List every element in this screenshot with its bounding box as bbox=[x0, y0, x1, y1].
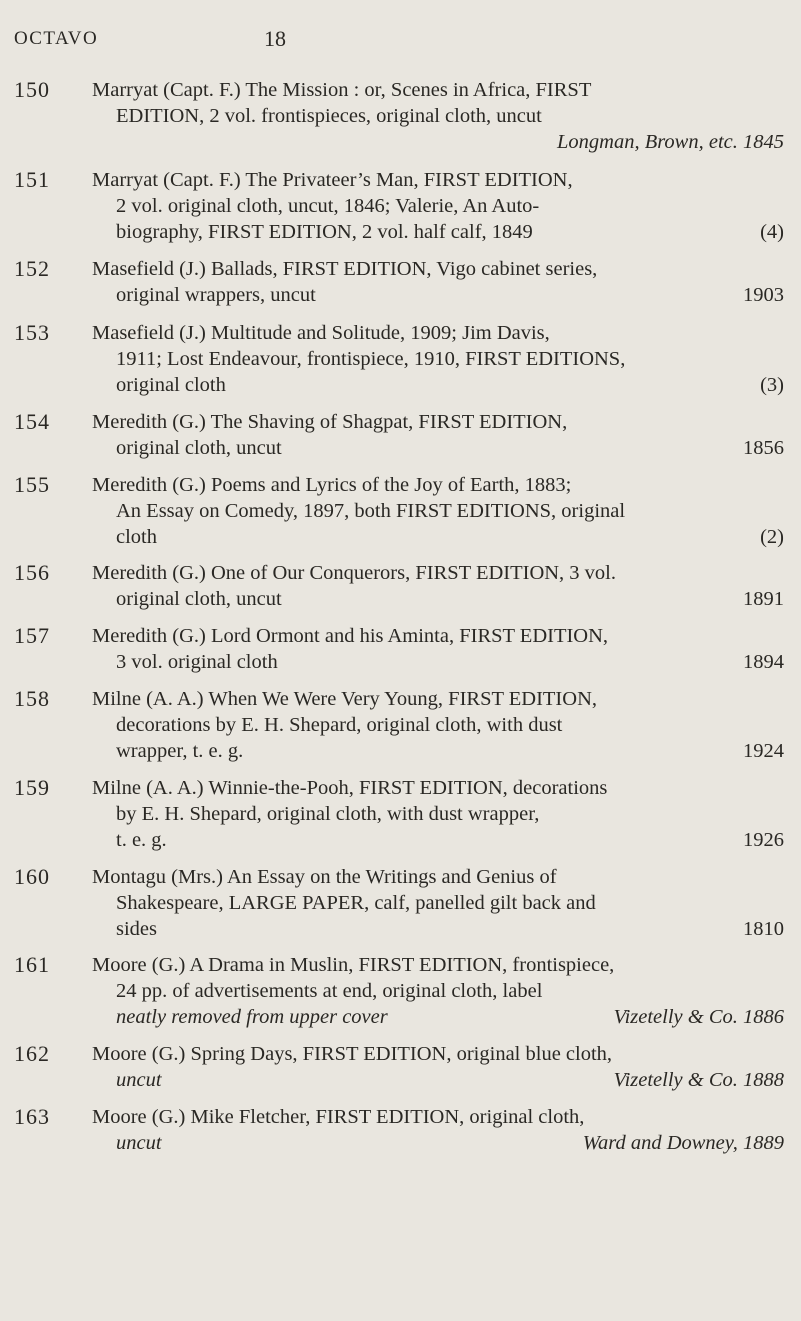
lot-entry bbox=[14, 686, 784, 764]
lot-text: uncut bbox=[116, 1132, 162, 1154]
lot-line: Masefield (J.) Multitude and Solitude, 1909; Jim Davis, bbox=[92, 322, 550, 344]
page-number: 18 bbox=[264, 26, 286, 51]
lot-description bbox=[92, 1104, 784, 1156]
lot-text: original cloth bbox=[116, 374, 226, 396]
lot-line: Marryat (Capt. F.) The Privateer’s Man, FIRST EDITION, bbox=[92, 169, 573, 191]
lot-line: Meredith (G.) The Shaving of Shagpat, FIRST EDITION, bbox=[92, 411, 568, 433]
lot-line: Meredith (G.) Lord Ormont and his Aminta, FIRST EDITION, bbox=[92, 625, 609, 647]
lot-number: 158 bbox=[14, 686, 50, 711]
lot-line: EDITION, 2 vol. frontispieces, original cloth, uncut bbox=[116, 105, 542, 127]
lot-description bbox=[92, 623, 784, 675]
lot-entry bbox=[14, 952, 784, 1030]
lot-number: 154 bbox=[14, 409, 50, 434]
lot-line bbox=[92, 586, 784, 612]
lot-entry bbox=[14, 560, 784, 612]
lot-imprint: Vizetelly & Co. 1888 bbox=[613, 1069, 784, 1091]
page-header bbox=[14, 28, 781, 58]
lot-number: 150 bbox=[14, 77, 50, 102]
lot-line: Montagu (Mrs.) An Essay on the Writings and Genius of bbox=[92, 866, 557, 888]
lot-line: decorations by E. H. Shepard, original cloth, with dust bbox=[116, 714, 563, 736]
lot-line bbox=[92, 282, 784, 308]
lot-description bbox=[92, 1041, 784, 1093]
lot-line: An Essay on Comedy, 1897, both FIRST EDITIONS, original bbox=[116, 500, 626, 522]
lot-date: 1856 bbox=[743, 437, 784, 459]
lot-line bbox=[92, 916, 784, 942]
lot-line: 24 pp. of advertisements at end, original cloth, label bbox=[116, 980, 543, 1002]
lot-description bbox=[92, 167, 784, 245]
lot-entry bbox=[14, 1041, 784, 1093]
lot-text: cloth bbox=[116, 526, 157, 548]
lot-line bbox=[92, 1004, 784, 1030]
lot-line: 1911; Lost Endeavour, frontispiece, 1910, FIRST EDITIONS, bbox=[116, 348, 626, 370]
lot-text: 3 vol. original cloth bbox=[116, 651, 278, 673]
lot-line bbox=[92, 524, 784, 550]
lot-date: (3) bbox=[760, 374, 784, 396]
lot-line: Meredith (G.) Poems and Lyrics of the Joy of Earth, 1883; bbox=[92, 474, 572, 496]
lot-line bbox=[92, 372, 784, 398]
section-title: OCTAVO bbox=[14, 28, 99, 49]
lot-line: Moore (G.) A Drama in Muslin, FIRST EDITION, frontispiece, bbox=[92, 954, 615, 976]
lot-line: by E. H. Shepard, original cloth, with dust wrapper, bbox=[116, 803, 540, 825]
lot-line bbox=[92, 219, 784, 245]
lot-description bbox=[92, 320, 784, 398]
lot-imprint: Longman, Brown, etc. 1845 bbox=[556, 131, 784, 153]
lot-line: Milne (A. A.) When We Were Very Young, FIRST EDITION, bbox=[92, 688, 597, 710]
lot-text: original cloth, uncut bbox=[116, 437, 282, 459]
lot-description bbox=[92, 686, 784, 764]
lot-number: 156 bbox=[14, 560, 50, 585]
lot-description bbox=[92, 864, 784, 942]
lot-line bbox=[92, 827, 784, 853]
lot-number: 163 bbox=[14, 1104, 50, 1129]
lot-line: Milne (A. A.) Winnie-the-Pooh, FIRST EDITION, decorations bbox=[92, 777, 608, 799]
lot-date: 1891 bbox=[743, 588, 784, 610]
lot-description bbox=[92, 560, 784, 612]
lot-line bbox=[92, 649, 784, 675]
lot-description bbox=[92, 409, 784, 461]
lot-entry bbox=[14, 864, 784, 942]
lot-entry bbox=[14, 167, 784, 245]
lot-line bbox=[92, 1067, 784, 1093]
lot-text: uncut bbox=[116, 1069, 162, 1091]
lot-number: 160 bbox=[14, 864, 50, 889]
lot-line: Meredith (G.) One of Our Conquerors, FIRST EDITION, 3 vol. bbox=[92, 562, 617, 584]
lot-number: 152 bbox=[14, 256, 50, 281]
lot-date: 1810 bbox=[743, 918, 784, 940]
lot-text: wrapper, t. e. g. bbox=[116, 740, 244, 762]
lot-entry bbox=[14, 1104, 784, 1156]
lot-entry bbox=[14, 409, 784, 461]
lot-line: Masefield (J.) Ballads, FIRST EDITION, Vigo cabinet series, bbox=[92, 258, 598, 280]
lot-description bbox=[92, 77, 784, 155]
lot-number: 161 bbox=[14, 952, 50, 977]
lot-line bbox=[92, 129, 784, 155]
lot-text: original cloth, uncut bbox=[116, 588, 282, 610]
lot-entry bbox=[14, 320, 784, 398]
lot-number: 155 bbox=[14, 472, 50, 497]
lot-description bbox=[92, 775, 784, 853]
lot-date: 1894 bbox=[743, 651, 784, 673]
lot-text: neatly removed from upper cover bbox=[116, 1006, 388, 1028]
lot-line bbox=[92, 738, 784, 764]
lot-line: Shakespeare, LARGE PAPER, calf, panelled gilt back and bbox=[116, 892, 596, 914]
lot-entry bbox=[14, 77, 784, 155]
lot-line: 2 vol. original cloth, uncut, 1846; Valerie, An Auto- bbox=[116, 195, 540, 217]
lot-date: 1924 bbox=[743, 740, 784, 762]
lot-line: Moore (G.) Mike Fletcher, FIRST EDITION, original cloth, bbox=[92, 1106, 585, 1128]
lot-line: Marryat (Capt. F.) The Mission : or, Scenes in Africa, FIRST bbox=[92, 79, 592, 101]
lot-line bbox=[92, 435, 784, 461]
lot-description bbox=[92, 952, 784, 1030]
lot-line: Moore (G.) Spring Days, FIRST EDITION, original blue cloth, bbox=[92, 1043, 613, 1065]
lot-number: 162 bbox=[14, 1041, 50, 1066]
lot-date: (2) bbox=[760, 526, 784, 548]
lot-number: 153 bbox=[14, 320, 50, 345]
lot-text: biography, FIRST EDITION, 2 vol. half calf, 1849 bbox=[116, 221, 533, 243]
lot-date: 1903 bbox=[743, 284, 784, 306]
lot-description bbox=[92, 472, 784, 550]
lot-text: sides bbox=[116, 918, 157, 940]
lot-date: (4) bbox=[760, 221, 784, 243]
lot-entry bbox=[14, 775, 784, 853]
lot-line bbox=[92, 1130, 784, 1156]
lot-entry bbox=[14, 472, 784, 550]
lot-imprint: Vizetelly & Co. 1886 bbox=[613, 1006, 784, 1028]
lot-entry bbox=[14, 623, 784, 675]
lot-imprint: Ward and Downey, 1889 bbox=[582, 1132, 784, 1154]
lot-number: 159 bbox=[14, 775, 50, 800]
lot-text: t. e. g. bbox=[116, 829, 167, 851]
lot-number: 157 bbox=[14, 623, 50, 648]
lot-date: 1926 bbox=[743, 829, 784, 851]
lot-entry bbox=[14, 256, 784, 308]
lot-text: original wrappers, uncut bbox=[116, 284, 316, 306]
lot-description bbox=[92, 256, 784, 308]
lot-number: 151 bbox=[14, 167, 50, 192]
